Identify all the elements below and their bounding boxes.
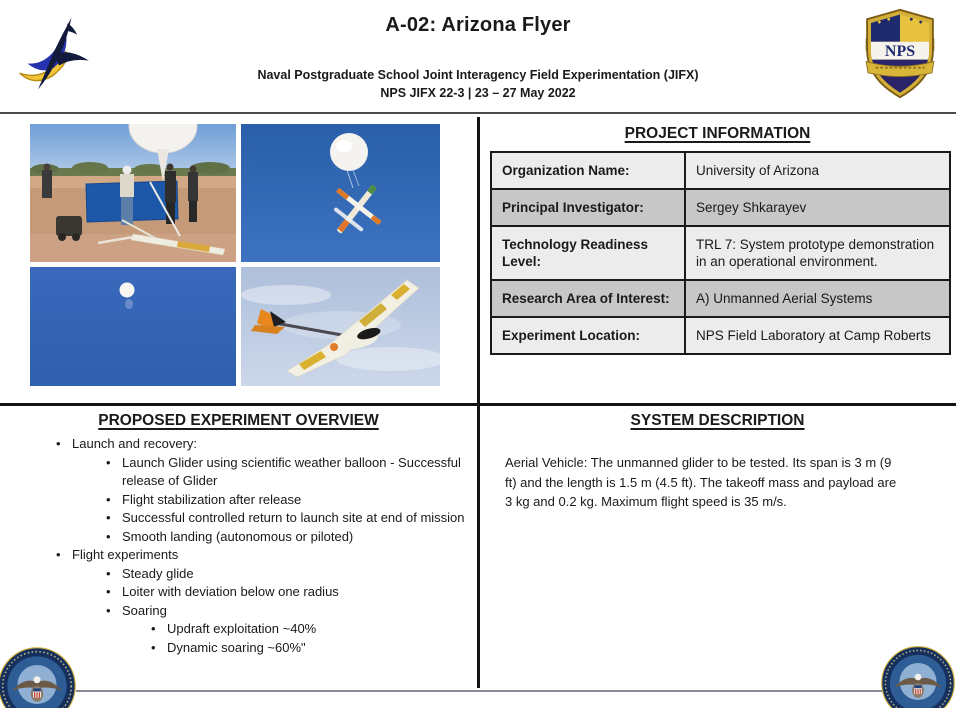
slide-title: A-02: Arizona Flyer bbox=[385, 14, 571, 36]
project-info-row bbox=[491, 152, 950, 189]
overview-bullet bbox=[0, 454, 472, 491]
nps-shield-logo bbox=[853, 6, 947, 102]
dod-seal-left bbox=[0, 647, 76, 708]
project-info-label: Organization Name: bbox=[491, 152, 685, 189]
bullet-text: Dynamic soaring ~60%" bbox=[167, 639, 306, 655]
project-info-label: Research Area of Interest: bbox=[491, 280, 685, 317]
overview-bullet bbox=[0, 565, 472, 584]
system-description-title: SYSTEM DESCRIPTION bbox=[630, 412, 805, 429]
project-info-row bbox=[491, 280, 950, 317]
bullet-text: Flight experiments bbox=[72, 547, 179, 562]
bullet-marker: • bbox=[106, 584, 111, 599]
project-info-value: NPS Field Laboratory at Camp Roberts bbox=[685, 317, 950, 354]
bullet-marker: • bbox=[151, 621, 156, 636]
bullet-marker: • bbox=[106, 510, 111, 525]
bullet-text: Launch and recovery: bbox=[72, 436, 198, 451]
slide-subtitle: Naval Postgraduate School Joint Interagency Field Experimentation (JIFX) bbox=[257, 68, 699, 82]
bullet-marker: • bbox=[106, 491, 111, 507]
project-info-value: TRL 7: System prototype demonstration in an operational environment. bbox=[685, 226, 950, 280]
nps-shield-text: NPS bbox=[884, 42, 916, 60]
distant-balloon bbox=[120, 283, 135, 298]
project-info-label: Technology Readiness Level: bbox=[491, 226, 685, 280]
project-information-title: PROJECT INFORMATION bbox=[624, 125, 811, 142]
overview-bullet bbox=[0, 620, 472, 639]
project-information-table bbox=[490, 151, 951, 355]
overview-bullet bbox=[0, 435, 472, 454]
glider-release-from-balloon-photo bbox=[241, 124, 440, 262]
project-info-label: Experiment Location: bbox=[491, 317, 685, 354]
overview-bullet bbox=[0, 602, 472, 621]
project-info-row bbox=[491, 226, 950, 280]
bullet-text: Soaring bbox=[122, 602, 167, 618]
bullet-text: Loiter with deviation below one radius bbox=[122, 584, 339, 599]
overview-bullet bbox=[0, 509, 472, 528]
bullet-marker: • bbox=[56, 436, 61, 451]
quad-horizontal-divider bbox=[0, 403, 956, 406]
experiment-overview-title: PROPOSED EXPERIMENT OVERVIEW bbox=[98, 412, 379, 429]
bullet-marker: • bbox=[106, 565, 111, 581]
project-info-value: University of Arizona bbox=[685, 152, 950, 189]
project-info-value: A) Unmanned Aerial Systems bbox=[685, 280, 950, 317]
overview-bullet bbox=[0, 528, 472, 547]
weather-balloon bbox=[330, 133, 368, 171]
project-info-label: Principal Investigator: bbox=[491, 189, 685, 226]
header-divider-line bbox=[0, 112, 956, 114]
system-description-text: Aerial Vehicle: The unmanned glider to be tested. Its span is 3 m (9 ft) and the length is 1.5 m (4.5 ft). The takeoff mass and payload are 3 kg and 0.2 kg. Maximum flight speed is 35 m/s. bbox=[505, 455, 897, 509]
project-info-row bbox=[491, 317, 950, 354]
dod-seal-right bbox=[881, 646, 955, 708]
bullet-marker: • bbox=[151, 639, 156, 655]
project-info-value: Sergey Shkarayev bbox=[685, 189, 950, 226]
bullet-text: Launch Glider using scientific weather balloon - Successful release of Glider bbox=[122, 454, 461, 488]
overview-bullet bbox=[0, 583, 472, 602]
footer-divider-line bbox=[76, 690, 882, 692]
bullet-marker: • bbox=[56, 547, 61, 562]
bullet-text: Successful controlled return to launch site at end of mission bbox=[122, 510, 465, 525]
overview-bullet bbox=[0, 546, 472, 565]
balloon-in-sky-photo bbox=[30, 267, 236, 386]
glider-in-flight-photo bbox=[241, 267, 440, 386]
bullet-text: Updraft exploitation ~40% bbox=[167, 621, 317, 636]
balloon-launch-ground-photo bbox=[30, 124, 236, 262]
bullet-marker: • bbox=[106, 454, 111, 470]
bullet-marker: • bbox=[106, 602, 111, 618]
experiment-overview-list bbox=[0, 435, 472, 657]
bullet-text: Steady glide bbox=[122, 565, 194, 581]
bullet-text: Flight stabilization after release bbox=[122, 491, 302, 507]
bullet-marker: • bbox=[106, 528, 111, 544]
slide-event-date: NPS JIFX 22-3 | 23 – 27 May 2022 bbox=[380, 86, 576, 100]
overview-bullet bbox=[0, 491, 472, 510]
project-info-row bbox=[491, 189, 950, 226]
bullet-text: Smooth landing (autonomous or piloted) bbox=[122, 528, 354, 544]
